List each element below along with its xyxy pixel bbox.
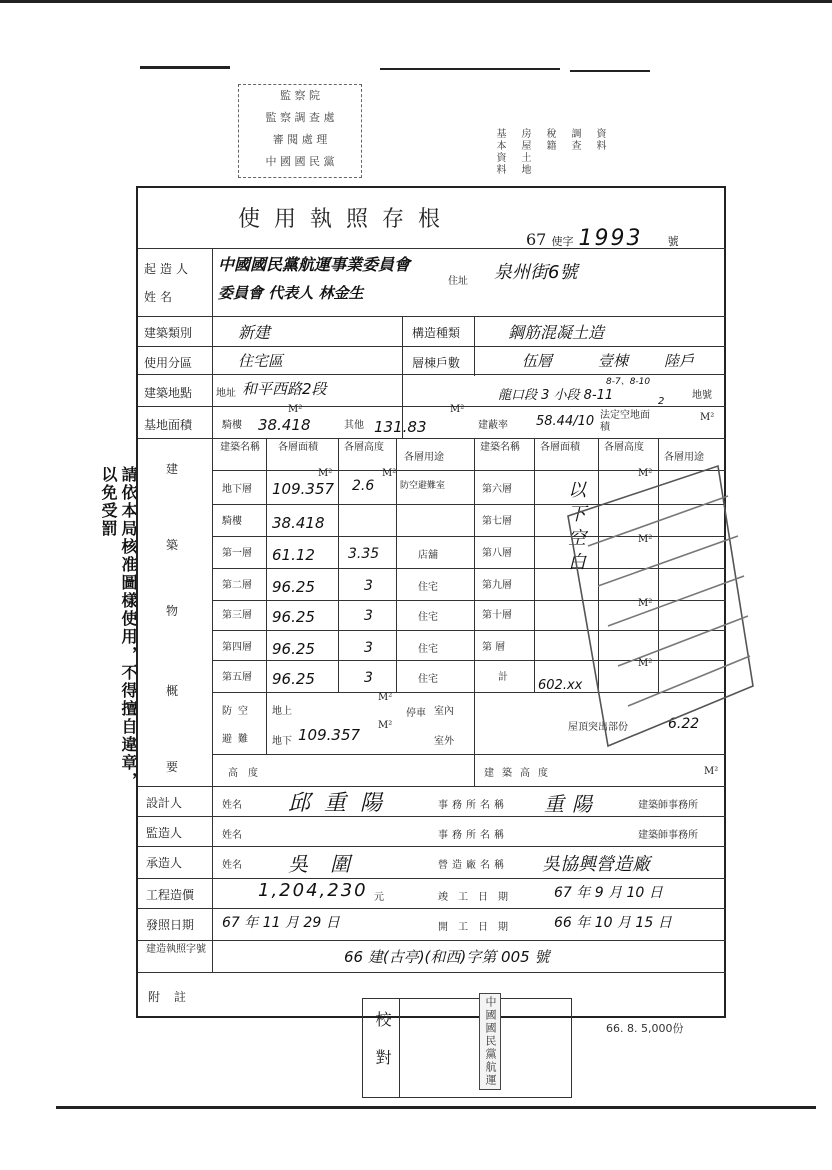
contractor-name: 吳圍 (288, 852, 372, 876)
tbl-c1 (266, 438, 267, 754)
height-unit: M² (704, 766, 719, 777)
th-right-area: 各層面積 (540, 442, 580, 453)
structure-type-value: 鋼筋混凝土造 (508, 323, 605, 342)
row-use: 住宅 (418, 674, 438, 685)
shelter-below-value: 109.357 (298, 726, 361, 744)
row-height: 3 (364, 608, 373, 624)
scan-top-line (0, 0, 832, 3)
row-name: 第三層 (222, 610, 252, 621)
row-name: 騎樓 (222, 516, 242, 527)
license-prefix: 使字 (551, 235, 574, 248)
row-use: 防空避難室 (400, 481, 446, 491)
cost-label: 工程造價 (146, 888, 195, 902)
site-lot-label: 地號 (692, 390, 712, 401)
contractor-label: 承造人 (146, 856, 183, 870)
area-other-label: 其他 (344, 420, 364, 431)
row-area: 96.25 (272, 670, 315, 688)
owner-label-a: 起造人 (144, 262, 193, 276)
line-r20 (138, 908, 726, 909)
row-name-right: 第八層 (482, 548, 512, 559)
row-height: 3 (364, 640, 373, 656)
right-stamp-5: 資料 (594, 128, 605, 152)
line-r17 (138, 816, 726, 817)
th-left-height: 各層高度 (344, 442, 384, 453)
row-height: 3 (364, 670, 373, 686)
line-r19 (138, 878, 726, 879)
row-use: 住宅 (418, 644, 438, 655)
area-unit-2: M² (450, 404, 465, 415)
floors-buildings: 壹棟 (598, 352, 629, 370)
shelter-above: 地上 (272, 706, 292, 717)
contractor-factory-label: 營造廠名稱 (438, 860, 508, 871)
start-value: 66 年 10 月 15 日 (554, 915, 672, 931)
row-height: 2.6 (352, 478, 375, 494)
th-right-use: 各層用途 (664, 452, 704, 463)
row-area: 61.12 (272, 546, 315, 564)
line-r16 (138, 786, 726, 787)
row-use: 店舖 (418, 550, 438, 561)
owner-address-label: 住址 (448, 276, 468, 287)
area-roof-label: 騎樓 (222, 420, 242, 431)
building-type-value: 新建 (238, 323, 271, 342)
check-divider (399, 999, 400, 1097)
line-r22 (138, 972, 726, 973)
right-stamp-4: 調查 (569, 128, 580, 152)
tbl-c4 (474, 438, 475, 786)
site-address: 和平西路2段 (242, 380, 327, 398)
th-left-name: 建築名稱 (220, 442, 260, 453)
permit-value: 66 建(古亭)(和西)字第 005 號 (344, 948, 550, 966)
shelter-label-a: 防空 (222, 706, 254, 717)
row-area: 109.357 (272, 480, 335, 498)
th-right-name: 建築名稱 (480, 442, 520, 453)
supervisor-label: 監造人 (146, 826, 183, 840)
stamp-line-4: 中 國 國 民 黨 (265, 155, 335, 168)
shelter-below: 地下 (272, 736, 292, 747)
row-use: 住宅 (418, 612, 438, 623)
legal-space-label: 法定空地面積 (600, 410, 650, 433)
height-label: 高度 (228, 768, 268, 779)
unit-mark: M² (638, 658, 653, 669)
supervisor-name-label: 姓名 (222, 830, 242, 841)
site-lot-extra: 2 (658, 396, 665, 407)
row-area-right: 602.xx (538, 678, 583, 693)
structure-type-label: 構造種類 (412, 326, 461, 340)
top-approval-stamp (238, 84, 362, 178)
stamp-line-1: 監 察 院 (280, 89, 320, 102)
unit-mark: M² (318, 468, 333, 479)
start-label: 開工日期 (438, 922, 518, 933)
building-type-label: 建築類別 (144, 326, 193, 340)
cost-value: 1,204,230 (258, 880, 368, 901)
parking-indoor: 室內 (434, 706, 454, 717)
col-mid2-line (474, 316, 475, 376)
roof-proj-label: 屋頂突出部份 (568, 722, 628, 733)
site-lot-note: 8-7、8-10 (606, 377, 651, 387)
completion-label: 竣工日期 (438, 892, 518, 903)
right-vertical-stamp (492, 128, 722, 184)
col-label-line (212, 248, 213, 972)
issue-value: 67 年 11 月 29 日 (222, 915, 340, 931)
row-area: 38.418 (272, 514, 325, 532)
license-no: 1993 (578, 226, 643, 251)
right-stamp-2: 房屋土地 (519, 128, 530, 176)
height-label-2: 建築高度 (484, 768, 556, 779)
side-label-object: 物 (166, 604, 183, 618)
scan-top-mark (140, 66, 230, 69)
owner-address: 泉州街6號 (494, 262, 578, 283)
site-addr-label: 地址 (216, 388, 236, 399)
stamp-line-3: 審 閱 處 理 (272, 133, 328, 146)
right-column-note: 以下空白 (565, 480, 586, 576)
line-r5 (138, 406, 726, 407)
line-r18 (138, 846, 726, 847)
line-r6 (138, 438, 726, 439)
tbl-c2 (338, 438, 339, 692)
row-name-right: 第六層 (482, 484, 512, 495)
scan-top-mark-3 (570, 70, 650, 72)
side-label-outline: 概 (166, 684, 183, 698)
shelter-label-b: 避難 (222, 734, 254, 745)
seal-overlay (548, 456, 758, 756)
row-name-right: 計 (498, 672, 508, 683)
row-name: 第四層 (222, 642, 252, 653)
row-height: 3 (364, 578, 373, 594)
footer-note: 66. 8. 5,000份 (606, 1022, 684, 1035)
row-use: 住宅 (418, 582, 438, 593)
row-area: 96.25 (272, 608, 315, 626)
row-area: 96.25 (272, 578, 315, 596)
row-name-right: 第十層 (482, 610, 512, 621)
scan-top-mark-2 (380, 68, 560, 70)
designer-office: 重陽 (544, 792, 600, 816)
coverage-label: 建蔽率 (478, 420, 508, 431)
th-left-area: 各層面積 (278, 442, 318, 453)
area-unit-1: M² (288, 404, 303, 415)
designer-office-suffix: 建築師事務所 (638, 800, 698, 811)
contractor-name-label: 姓名 (222, 860, 242, 871)
side-label-structure: 建 (166, 462, 183, 476)
license-year: 67 (526, 230, 547, 249)
row-height: 3.35 (348, 546, 380, 562)
contractor-factory: 吳協興營造廠 (542, 854, 650, 875)
line-r2 (138, 316, 726, 317)
check-label: 校對 (373, 1011, 392, 1087)
owner-name-2: 委員會 代表人 林金生 (218, 284, 364, 302)
floors-households: 陸戶 (664, 352, 695, 370)
line-r21 (138, 940, 726, 941)
row-name-right: 第 層 (482, 642, 506, 653)
line-r1 (138, 248, 726, 249)
site-lot: 龍口段 3 小段 8-11 (498, 388, 614, 403)
seal-hatch (588, 496, 750, 706)
issue-label: 發照日期 (146, 918, 195, 932)
owner-name-1: 中國國民黨航運事業委員會 (218, 255, 411, 274)
tbl-c5 (534, 438, 535, 692)
th-right-height: 各層高度 (604, 442, 644, 453)
parking-outdoor: 室外 (434, 736, 454, 747)
supervisor-office-label: 事務所名稱 (438, 830, 508, 841)
coverage-value: 58.44/10 (536, 414, 595, 429)
floors-label: 層棟戶數 (412, 356, 461, 370)
cost-unit: 元 (374, 892, 384, 903)
license-suffix: 號 (667, 235, 679, 248)
row-name-right: 第九層 (482, 580, 512, 591)
zone-value: 住宅區 (238, 352, 284, 370)
row-name: 第一層 (222, 548, 252, 559)
line-r3 (138, 346, 726, 347)
shelter-unit-2: M² (378, 720, 393, 731)
site-label: 建築地點 (144, 386, 193, 400)
row-name-right: 第七層 (482, 516, 512, 527)
unit-mark: M² (638, 534, 653, 545)
form-title: 使用執照存根 (238, 207, 455, 232)
shelter-unit-1: M² (378, 692, 393, 703)
check-box (362, 998, 572, 1098)
area-label: 基地面積 (144, 418, 193, 432)
th-left-use: 各層用途 (404, 452, 444, 463)
supervisor-office-suffix: 建築師事務所 (638, 830, 698, 841)
side-note-text: 請依本局核准圖樣使用，不得擅自違章，以免受罰 (99, 466, 138, 790)
notes-label: 附註 (148, 990, 201, 1004)
row-area: 96.25 (272, 640, 315, 658)
owner-label-b: 姓名 (144, 290, 177, 304)
row-name: 第二層 (222, 580, 252, 591)
area-unit-3: M² (700, 412, 715, 423)
row-name: 地下層 (222, 484, 252, 495)
parking-label: 停車 (406, 708, 426, 719)
floors-layers: 伍層 (522, 352, 553, 370)
scan-bottom-line (56, 1106, 816, 1109)
row-name: 第五層 (222, 672, 252, 683)
side-label-building: 築 (166, 538, 183, 552)
side-note (98, 466, 138, 796)
unit-mark: M² (382, 468, 397, 479)
side-label-summary: 要 (166, 760, 183, 774)
stamp-line-2: 監 察 調 查 處 (265, 111, 335, 124)
right-stamp-1: 基本資料 (494, 128, 505, 176)
check-stamp: 中國國民黨航運 (479, 993, 501, 1090)
designer-name-label: 姓名 (222, 800, 242, 811)
zone-label: 使用分區 (144, 356, 193, 370)
designer-office-label: 事務所名稱 (438, 800, 508, 811)
area-other: 131.83 (374, 418, 427, 436)
designer-name: 邱重陽 (288, 791, 397, 816)
roof-proj-value: 6.22 (668, 716, 700, 732)
area-roof: 38.418 (258, 416, 311, 434)
completion-value: 67 年 9 月 10 日 (554, 885, 663, 901)
designer-label: 設計人 (146, 796, 183, 810)
right-stamp-3: 稅籍 (544, 128, 555, 152)
unit-mark: M² (638, 598, 653, 609)
unit-mark: M² (638, 468, 653, 479)
permit-label: 建造執照字號 (146, 944, 206, 955)
